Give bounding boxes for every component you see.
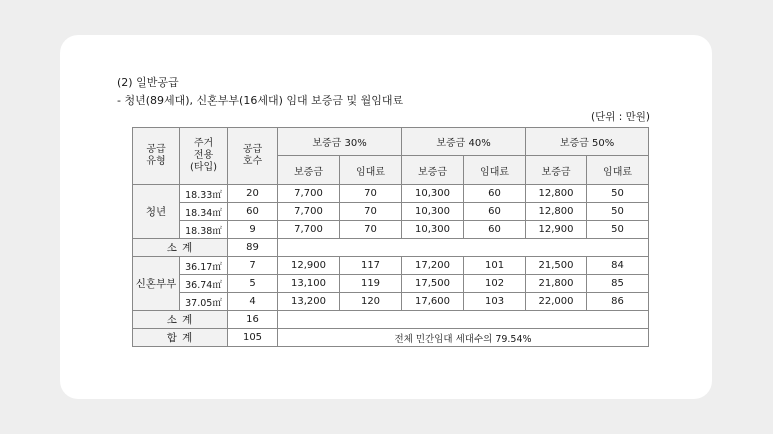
units-cell: 4 [228,293,278,311]
subheader-deposit: 보증금 [526,156,587,185]
table-row [133,293,649,311]
value-cell: 120 [340,293,402,311]
value-cell: 17,500 [402,275,464,293]
subtotal-row [133,311,649,329]
header-deposit-50: 보증금 50% [526,128,649,156]
value-cell: 10,300 [402,221,464,239]
subtotal-label: 소 계 [133,239,228,257]
header-deposit-40: 보증금 40% [402,128,526,156]
section-subheading: - 청년(89세대), 신혼부부(16세대) 임대 보증금 및 월임대료 [117,94,404,107]
value-cell: 12,800 [526,203,587,221]
subtotal-value: 16 [228,311,278,329]
rent-table [132,127,649,347]
area-cell: 36.74㎡ [180,275,228,293]
value-cell: 7,700 [278,203,340,221]
subtotal-value: 89 [228,239,278,257]
units-cell: 60 [228,203,278,221]
units-cell: 20 [228,185,278,203]
units-cell: 9 [228,221,278,239]
total-row [133,329,649,347]
unit-note: (단위 : 만원) [591,111,650,123]
header-deposit-30: 보증금 30% [278,128,402,156]
value-cell: 70 [340,203,402,221]
value-cell: 60 [464,203,526,221]
table-row [133,203,649,221]
table-row [133,185,649,203]
table-row [133,221,649,239]
section-heading: (2) 일반공급 [117,76,179,89]
value-cell: 7,700 [278,221,340,239]
subheader-rent: 임대료 [340,156,402,185]
value-cell: 85 [587,275,649,293]
area-cell: 18.38㎡ [180,221,228,239]
group-label-youth: 청년 [133,185,180,239]
table-row [133,275,649,293]
total-value: 105 [228,329,278,347]
value-cell: 50 [587,203,649,221]
value-cell: 13,200 [278,293,340,311]
value-cell: 10,300 [402,203,464,221]
value-cell: 103 [464,293,526,311]
value-cell: 84 [587,257,649,275]
header-area-type: 주거 전용 (타입) [180,128,228,185]
value-cell: 7,700 [278,185,340,203]
area-cell: 37.05㎡ [180,293,228,311]
subheader-deposit: 보증금 [278,156,340,185]
area-cell: 18.33㎡ [180,185,228,203]
value-cell: 13,100 [278,275,340,293]
value-cell: 17,200 [402,257,464,275]
value-cell: 12,800 [526,185,587,203]
header-supply-type: 공급 유형 [133,128,180,185]
value-cell: 101 [464,257,526,275]
subtotal-empty [278,311,649,329]
value-cell: 22,000 [526,293,587,311]
table-row [133,257,649,275]
units-cell: 7 [228,257,278,275]
value-cell: 50 [587,185,649,203]
value-cell: 86 [587,293,649,311]
value-cell: 17,600 [402,293,464,311]
value-cell: 117 [340,257,402,275]
value-cell: 70 [340,221,402,239]
header-supply-units: 공급 호수 [228,128,278,185]
area-cell: 18.34㎡ [180,203,228,221]
value-cell: 60 [464,221,526,239]
area-cell: 36.17㎡ [180,257,228,275]
units-cell: 5 [228,275,278,293]
subtotal-row [133,239,649,257]
total-label: 합 계 [133,329,228,347]
subtotal-empty [278,239,649,257]
value-cell: 12,900 [526,221,587,239]
value-cell: 70 [340,185,402,203]
subtotal-label: 소 계 [133,311,228,329]
total-note: 전체 민간임대 세대수의 79.54% [278,329,649,347]
value-cell: 10,300 [402,185,464,203]
subheader-rent: 임대료 [464,156,526,185]
subheader-deposit: 보증금 [402,156,464,185]
value-cell: 60 [464,185,526,203]
value-cell: 21,800 [526,275,587,293]
value-cell: 119 [340,275,402,293]
group-label-newlywed: 신혼부부 [133,257,180,311]
value-cell: 21,500 [526,257,587,275]
value-cell: 12,900 [278,257,340,275]
value-cell: 102 [464,275,526,293]
value-cell: 50 [587,221,649,239]
subheader-rent: 임대료 [587,156,649,185]
